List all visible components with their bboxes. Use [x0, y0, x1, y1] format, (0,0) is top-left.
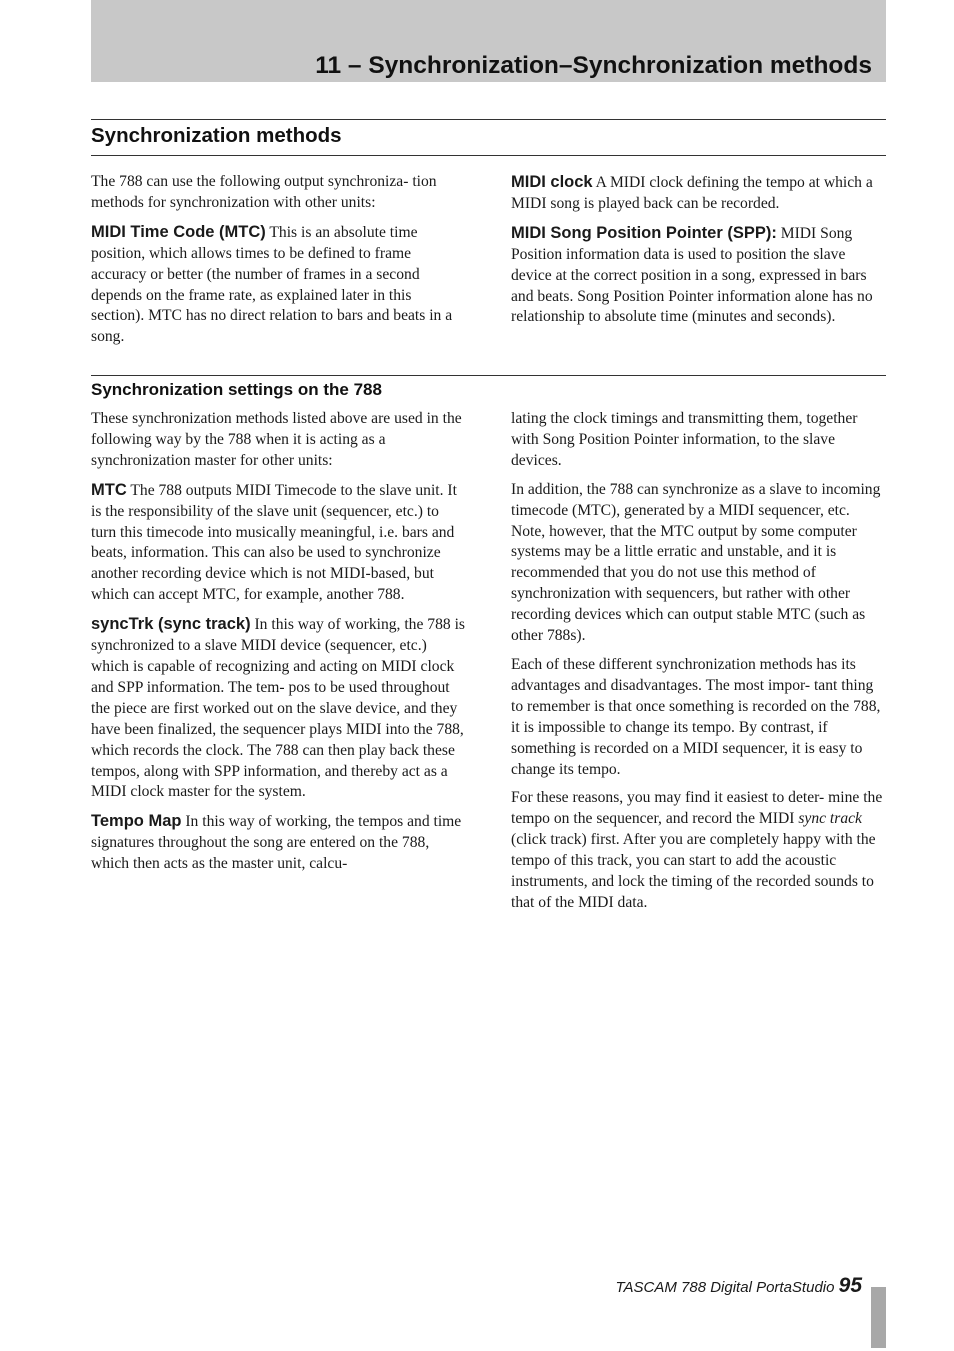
section1-left-column	[91, 172, 466, 356]
mtc-setting-term: MTC	[91, 480, 127, 499]
sync-track-italic: sync track	[798, 810, 862, 828]
advantages-paragraph: Each of these different synchronization methods has its advantages and disadvantages. The most impor- tant thing to remember is that once something is recorded on the 788, it is impossible to change its tempo. By contrast, if something is recorded on a MIDI sequencer, it is easy to change its tempo.	[511, 655, 881, 778]
mtc-description: This is an absolute time position, which allows times to be defined to frame accuracy or better (the number of frames in a second depends on the frame rate, as explained later in this section). MTC has no direct relation to bars and beats in a song.	[91, 223, 453, 346]
page-edge-tab	[871, 1287, 886, 1348]
product-name: TASCAM 788 Digital PortaStudio	[615, 1279, 835, 1296]
midi-clock-description: A MIDI clock defining the tempo at which a MIDI song is played back can be recorded.	[511, 174, 873, 212]
tempo-map-definition	[91, 811, 466, 875]
synctrk-description: In this way of working, the 788 is synchronized to a slave MIDI device (sequencer, etc.) which is capable of recognizing and acting on MIDI clock and SPP information. The tem- pos to be used throughout the piece are first worked out on the slave device, and they have been finalized, the sequencer plays MIDI into the 788, which records the clock. The 788 can then play back these tempos, along with SPP information, and thereby act as a MIDI clock master for the system.	[91, 616, 465, 801]
mtc-setting-description: The 788 outputs MIDI Timecode to the slave unit. It is the responsibility of the slave unit (sequencer, etc.) to turn this timecode into musically meaningful, i.e. bars and beats, information. This can also be used to synchronize another recording device which is not MIDI-based, but which can accept MTC, for example, another 788.	[91, 481, 457, 604]
recommendation-paragraph: For these reasons, you may find it easiest to deter- mine the tempo on the sequencer, and record the MIDI sync track (click track) first. After you are completely happy with the tempo of this track, you can start to add the acoustic instruments, and lock the timing of the recorded sounds to that of the MIDI data.	[511, 789, 883, 911]
section2-right-column	[511, 409, 887, 922]
subsection-heading: Synchronization settings on the 788	[91, 380, 382, 399]
section-heading-rule	[91, 155, 886, 156]
section1-right-column	[511, 172, 887, 336]
section-top-rule	[91, 119, 886, 120]
page-number: 95	[838, 1274, 862, 1297]
mtc-setting-definition	[91, 480, 466, 606]
spp-description: MIDI Song Position information data is used to position the slave device at the correct position in a song, expressed in bars and beats. Song Position Pointer information alone has no relationship to absolute time (minutes and seconds).	[511, 224, 873, 326]
subsection-rule	[91, 375, 886, 376]
chapter-header-band	[91, 0, 886, 82]
tempo-map-continuation: lating the clock timings and transmitting them, together with Song Position Pointer information, to the slave devices.	[511, 410, 858, 469]
page-footer	[615, 1274, 862, 1298]
section2-left-column	[91, 409, 466, 883]
synctrk-term: syncTrk (sync track)	[91, 615, 251, 634]
settings-intro-paragraph: These synchronization methods listed above are used in the following way by the 788 when it is acting as a synchronization master for other units:	[91, 410, 462, 469]
midi-clock-definition	[511, 172, 887, 215]
synctrk-definition	[91, 614, 466, 803]
chapter-title: 11 – Synchronization–Synchronization methods	[315, 52, 872, 79]
midi-clock-term: MIDI clock	[511, 173, 593, 191]
section-heading: Synchronization methods	[91, 124, 342, 147]
intro-paragraph: The 788 can use the following output synchroniza- tion methods for synchronization with other units:	[91, 173, 437, 211]
tempo-map-description: In this way of working, the tempos and time signatures throughout the song are entered on the 788, which then acts as the master unit, calcu-	[91, 813, 462, 873]
slave-sync-paragraph: In addition, the 788 can synchronize as a slave to incoming timecode (MTC), generated by a MIDI sequencer, etc. Note, however, that the MTC output by some computer systems may be a little erratic and unstable, and it is recommended that you do not use this method of synchronization with sequencers, but rather with other recording devices which can output stable MTC (such as other 788s).	[511, 480, 881, 645]
spp-definition	[511, 223, 887, 329]
spp-term: MIDI Song Position Pointer (SPP):	[511, 223, 777, 242]
tempo-map-term: Tempo Map	[91, 812, 182, 831]
mtc-term: MIDI Time Code (MTC)	[91, 222, 266, 241]
mtc-definition	[91, 222, 466, 348]
